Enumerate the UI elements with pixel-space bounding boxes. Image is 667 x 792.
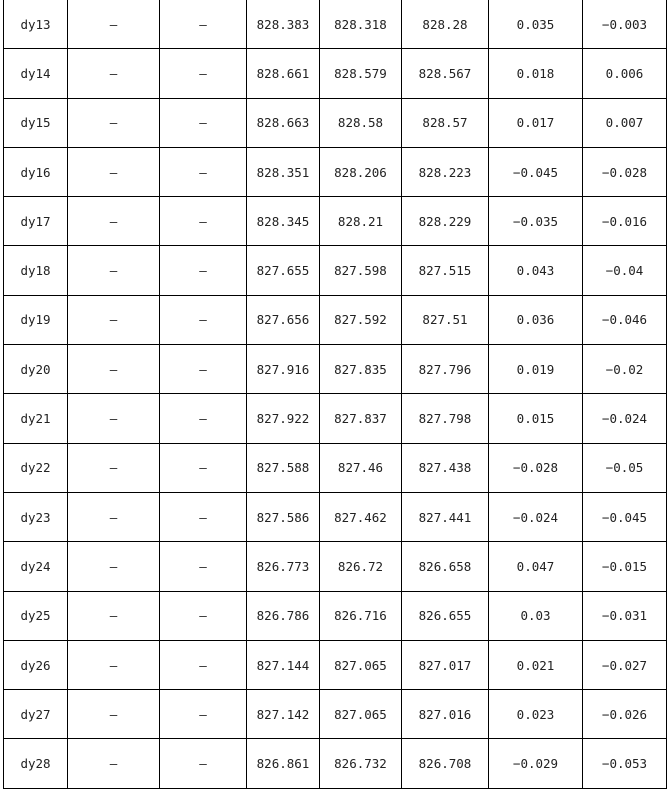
value-cell-3: 828.223 — [402, 147, 489, 196]
diff-cell-2: −0.003 — [583, 0, 667, 49]
dash-cell-1: – — [68, 690, 160, 739]
diff-cell-2: −0.026 — [583, 690, 667, 739]
diff-cell-2: −0.046 — [583, 295, 667, 344]
dash-cell-1: – — [68, 492, 160, 541]
point-id-cell: dy17 — [4, 197, 68, 246]
table-row — [4, 197, 667, 246]
value-cell-2: 827.462 — [320, 492, 402, 541]
value-cell-3: 827.438 — [402, 443, 489, 492]
point-id-cell: dy15 — [4, 98, 68, 147]
value-cell-2: 827.835 — [320, 345, 402, 394]
table-row — [4, 246, 667, 295]
diff-cell-1: −0.028 — [489, 443, 583, 492]
diff-cell-1: 0.019 — [489, 345, 583, 394]
table-row — [4, 690, 667, 739]
dash-cell-2: – — [160, 49, 247, 98]
dash-cell-2: – — [160, 443, 247, 492]
value-cell-2: 827.46 — [320, 443, 402, 492]
dash-cell-1: – — [68, 49, 160, 98]
dash-cell-2: – — [160, 739, 247, 788]
value-cell-3: 827.51 — [402, 295, 489, 344]
dash-cell-1: – — [68, 542, 160, 591]
table-row — [4, 0, 667, 49]
point-id-cell: dy23 — [4, 492, 68, 541]
value-cell-1: 826.786 — [247, 591, 320, 640]
value-cell-2: 826.72 — [320, 542, 402, 591]
value-cell-1: 827.586 — [247, 492, 320, 541]
dash-cell-1: – — [68, 739, 160, 788]
value-cell-1: 828.663 — [247, 98, 320, 147]
value-cell-2: 828.58 — [320, 98, 402, 147]
dash-cell-1: – — [68, 394, 160, 443]
table-row — [4, 98, 667, 147]
value-cell-1: 827.144 — [247, 640, 320, 689]
diff-cell-1: −0.029 — [489, 739, 583, 788]
diff-cell-1: 0.018 — [489, 49, 583, 98]
point-id-cell: dy14 — [4, 49, 68, 98]
diff-cell-2: −0.053 — [583, 739, 667, 788]
diff-cell-1: 0.036 — [489, 295, 583, 344]
value-cell-1: 826.773 — [247, 542, 320, 591]
table-row — [4, 345, 667, 394]
dash-cell-1: – — [68, 0, 160, 49]
value-cell-3: 827.017 — [402, 640, 489, 689]
value-cell-3: 826.708 — [402, 739, 489, 788]
value-cell-2: 828.579 — [320, 49, 402, 98]
value-cell-3: 828.229 — [402, 197, 489, 246]
value-cell-2: 827.065 — [320, 640, 402, 689]
value-cell-2: 827.598 — [320, 246, 402, 295]
value-cell-1: 828.351 — [247, 147, 320, 196]
table-row — [4, 147, 667, 196]
diff-cell-2: −0.028 — [583, 147, 667, 196]
value-cell-3: 828.57 — [402, 98, 489, 147]
value-cell-3: 827.016 — [402, 690, 489, 739]
dash-cell-2: – — [160, 0, 247, 49]
dash-cell-1: – — [68, 640, 160, 689]
dash-cell-2: – — [160, 394, 247, 443]
diff-cell-2: −0.024 — [583, 394, 667, 443]
diff-cell-1: 0.015 — [489, 394, 583, 443]
diff-cell-2: −0.045 — [583, 492, 667, 541]
value-cell-1: 827.656 — [247, 295, 320, 344]
value-cell-1: 827.655 — [247, 246, 320, 295]
dash-cell-1: – — [68, 295, 160, 344]
dash-cell-2: – — [160, 197, 247, 246]
value-cell-3: 827.796 — [402, 345, 489, 394]
diff-cell-1: 0.023 — [489, 690, 583, 739]
value-cell-1: 828.345 — [247, 197, 320, 246]
dash-cell-2: – — [160, 542, 247, 591]
diff-cell-2: −0.016 — [583, 197, 667, 246]
diff-cell-2: 0.007 — [583, 98, 667, 147]
dash-cell-2: – — [160, 147, 247, 196]
diff-cell-1: 0.03 — [489, 591, 583, 640]
diff-cell-1: 0.043 — [489, 246, 583, 295]
dash-cell-1: – — [68, 591, 160, 640]
table-row — [4, 591, 667, 640]
value-cell-1: 826.861 — [247, 739, 320, 788]
dash-cell-2: – — [160, 345, 247, 394]
point-id-cell: dy16 — [4, 147, 68, 196]
value-cell-2: 827.592 — [320, 295, 402, 344]
dash-cell-1: – — [68, 98, 160, 147]
table-row — [4, 492, 667, 541]
value-cell-2: 826.732 — [320, 739, 402, 788]
table-row — [4, 739, 667, 788]
value-cell-2: 826.716 — [320, 591, 402, 640]
diff-cell-2: −0.04 — [583, 246, 667, 295]
value-cell-3: 827.798 — [402, 394, 489, 443]
value-cell-1: 828.661 — [247, 49, 320, 98]
diff-cell-1: 0.017 — [489, 98, 583, 147]
value-cell-1: 827.916 — [247, 345, 320, 394]
value-cell-3: 826.655 — [402, 591, 489, 640]
dash-cell-1: – — [68, 197, 160, 246]
value-cell-1: 827.922 — [247, 394, 320, 443]
point-id-cell: dy27 — [4, 690, 68, 739]
value-cell-2: 827.065 — [320, 690, 402, 739]
dash-cell-1: – — [68, 246, 160, 295]
value-cell-1: 828.383 — [247, 0, 320, 49]
point-id-cell: dy24 — [4, 542, 68, 591]
value-cell-2: 828.21 — [320, 197, 402, 246]
diff-cell-1: −0.035 — [489, 197, 583, 246]
diff-cell-2: −0.027 — [583, 640, 667, 689]
table-row — [4, 295, 667, 344]
diff-cell-1: 0.047 — [489, 542, 583, 591]
dash-cell-2: – — [160, 492, 247, 541]
point-id-cell: dy19 — [4, 295, 68, 344]
value-cell-2: 828.318 — [320, 0, 402, 49]
value-cell-3: 827.441 — [402, 492, 489, 541]
value-cell-1: 827.588 — [247, 443, 320, 492]
point-id-cell: dy28 — [4, 739, 68, 788]
diff-cell-1: −0.024 — [489, 492, 583, 541]
table-body — [4, 0, 667, 788]
table-row — [4, 640, 667, 689]
diff-cell-1: 0.035 — [489, 0, 583, 49]
value-cell-2: 827.837 — [320, 394, 402, 443]
value-cell-3: 828.567 — [402, 49, 489, 98]
point-id-cell: dy25 — [4, 591, 68, 640]
table-row — [4, 443, 667, 492]
dash-cell-1: – — [68, 147, 160, 196]
diff-cell-1: −0.045 — [489, 147, 583, 196]
point-id-cell: dy18 — [4, 246, 68, 295]
table-row — [4, 542, 667, 591]
table-row — [4, 49, 667, 98]
diff-cell-2: −0.02 — [583, 345, 667, 394]
point-id-cell: dy13 — [4, 0, 68, 49]
diff-cell-2: −0.05 — [583, 443, 667, 492]
value-cell-3: 828.28 — [402, 0, 489, 49]
dash-cell-1: – — [68, 345, 160, 394]
point-id-cell: dy26 — [4, 640, 68, 689]
data-table — [3, 0, 667, 789]
dash-cell-2: – — [160, 640, 247, 689]
dash-cell-2: – — [160, 98, 247, 147]
value-cell-3: 826.658 — [402, 542, 489, 591]
diff-cell-2: −0.031 — [583, 591, 667, 640]
dash-cell-1: – — [68, 443, 160, 492]
dash-cell-2: – — [160, 690, 247, 739]
point-id-cell: dy22 — [4, 443, 68, 492]
dash-cell-2: – — [160, 246, 247, 295]
point-id-cell: dy21 — [4, 394, 68, 443]
value-cell-3: 827.515 — [402, 246, 489, 295]
diff-cell-2: 0.006 — [583, 49, 667, 98]
table-row — [4, 394, 667, 443]
dash-cell-2: – — [160, 295, 247, 344]
value-cell-2: 828.206 — [320, 147, 402, 196]
value-cell-1: 827.142 — [247, 690, 320, 739]
diff-cell-1: 0.021 — [489, 640, 583, 689]
dash-cell-2: – — [160, 591, 247, 640]
point-id-cell: dy20 — [4, 345, 68, 394]
diff-cell-2: −0.015 — [583, 542, 667, 591]
